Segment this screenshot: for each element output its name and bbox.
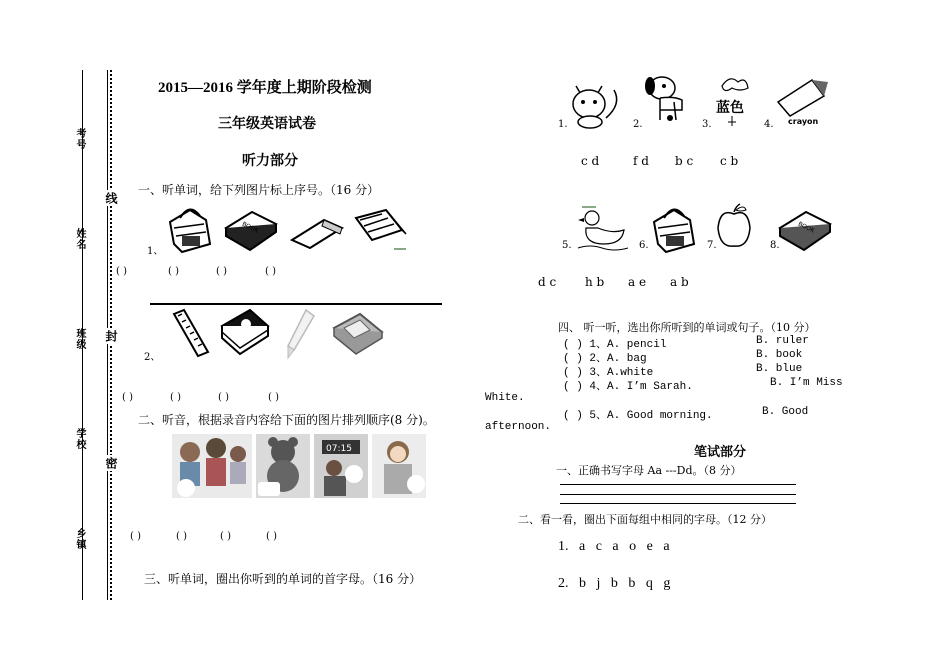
part2-question: 二、听音，根据录音内容给下面的图片排列顺序(8 分)。 xyxy=(138,413,435,427)
listening-heading: 听力部分 xyxy=(242,153,298,169)
row1-number: 1、 xyxy=(147,246,164,257)
part1-question: 一、听单词，给下列图片标上序号。（16 分） xyxy=(138,183,380,197)
clock-scene-icon xyxy=(314,434,368,498)
pencil-case-icon xyxy=(330,308,386,356)
seal-secret-char: 密 xyxy=(104,457,118,469)
choice-a-2[interactable]: f d xyxy=(633,154,649,168)
part4-item-5-b[interactable]: B. Good xyxy=(762,406,809,418)
pencil-box-icon xyxy=(216,306,272,358)
part3-label-2: 2. xyxy=(633,119,643,130)
choice-a-4[interactable]: c b xyxy=(720,154,739,168)
section-divider xyxy=(150,303,442,305)
schoolbag-icon xyxy=(160,204,216,254)
part2-blank-1[interactable]: ( ) xyxy=(130,531,141,542)
label-town: 乡镇 xyxy=(74,528,85,550)
choice-a-1[interactable]: c d xyxy=(581,154,600,168)
writing-line-2[interactable] xyxy=(560,494,796,495)
seal-line-char: 线 xyxy=(104,192,118,204)
part4-item-2-b[interactable]: B. book xyxy=(756,349,803,361)
row2-blank-2[interactable]: ( ) xyxy=(170,392,181,403)
part2-blank-4[interactable]: ( ) xyxy=(266,531,277,542)
row2-blank-4[interactable]: ( ) xyxy=(268,392,279,403)
exam-subtitle: 三年级英语试卷 xyxy=(218,116,316,132)
label-exam-no: 考号 xyxy=(74,128,85,150)
crayon-icon xyxy=(280,306,320,360)
part4-item-4-b[interactable]: B. I’m Miss xyxy=(770,377,843,389)
choice-b-2[interactable]: h b xyxy=(585,275,605,289)
crayon-picture xyxy=(772,72,832,128)
letters-row-2[interactable]: 2. b j b b q g xyxy=(558,576,671,591)
book-label: BOOK xyxy=(240,220,260,235)
part3-label-6: 6. xyxy=(639,240,649,251)
part4-item-5[interactable]: ( ) 5、A. Good morning. xyxy=(563,410,713,422)
label-name: 姓名 xyxy=(74,228,85,250)
label-class: 班级 xyxy=(74,328,85,350)
pencil-sharpener-icon xyxy=(352,204,410,252)
row1-blank-2[interactable]: ( ) xyxy=(168,266,179,277)
book-picture-label: BOOK xyxy=(796,220,816,235)
apple-icon xyxy=(714,202,754,252)
part3-label-7: 7. xyxy=(707,240,717,251)
writing-heading: 笔试部分 xyxy=(694,445,747,460)
row1-blank-3[interactable]: ( ) xyxy=(216,266,227,277)
part4-item-3-b[interactable]: B. blue xyxy=(756,363,803,375)
cat-icon xyxy=(566,74,624,130)
letters-row-1[interactable]: 1. a c a o e a xyxy=(558,539,670,554)
writing-line-1[interactable] xyxy=(560,484,796,485)
crayon-word: crayon xyxy=(788,117,819,126)
writing-q2: 二、看一看，圈出下面每组中相同的字母。（12 分） xyxy=(518,513,772,526)
row2-blank-3[interactable]: ( ) xyxy=(218,392,229,403)
choice-b-1[interactable]: d c xyxy=(538,275,557,289)
seal-seal-char: 封 xyxy=(104,330,118,342)
book-icon xyxy=(222,206,280,252)
part3-label-3: 3. xyxy=(702,119,712,130)
part3-label-8: 8. xyxy=(770,240,780,251)
part3-label-1: 1. xyxy=(558,119,568,130)
part3-label-5: 5. xyxy=(562,240,572,251)
part4-item-1-b[interactable]: B. ruler xyxy=(756,335,809,347)
part4-question: 四、 听一听，选出你所听到的单词或句子。（10 分） xyxy=(558,321,816,334)
part3-question: 三、听单词，圈出你听到的单词的首字母。（16 分） xyxy=(144,572,422,586)
eraser-icon xyxy=(288,214,346,252)
part4-item-3[interactable]: ( ) 3、A.white xyxy=(563,367,654,379)
row1-blank-1[interactable]: ( ) xyxy=(116,266,127,277)
part4-item-4-wrap: White. xyxy=(485,392,525,404)
writing-q1: 一、正确书写字母 Aa ---Dd。（8 分） xyxy=(556,464,742,477)
blue-word: 蓝色 xyxy=(716,100,744,116)
part4-item-1[interactable]: ( ) 1、A. pencil xyxy=(563,339,667,351)
part4-item-5-wrap: afternoon. xyxy=(485,421,552,433)
part2-blank-3[interactable]: ( ) xyxy=(220,531,231,542)
writing-line-3[interactable] xyxy=(560,503,796,504)
clock-time: 07:15 xyxy=(326,444,352,454)
exam-title: 2015—2016 学年度上期阶段检测 xyxy=(158,80,372,96)
row2-number: 2、 xyxy=(144,352,161,363)
part4-item-2[interactable]: ( ) 2、A. bag xyxy=(563,353,647,365)
teacher-icon xyxy=(372,434,426,498)
row2-blank-1[interactable]: ( ) xyxy=(122,392,133,403)
label-school: 学校 xyxy=(74,428,85,450)
book-picture xyxy=(776,206,834,252)
dog-icon xyxy=(640,70,690,128)
choice-a-3[interactable]: b c xyxy=(675,154,694,168)
ruler-icon xyxy=(168,306,212,360)
blue-color-icon xyxy=(712,72,756,128)
row1-blank-4[interactable]: ( ) xyxy=(265,266,276,277)
greeting-kids-icon xyxy=(172,434,252,498)
choice-b-3[interactable]: a e xyxy=(628,275,647,289)
part2-blank-2[interactable]: ( ) xyxy=(176,531,187,542)
part4-item-4[interactable]: ( ) 4、A. I’m Sarah. xyxy=(563,381,693,393)
bear-icon xyxy=(256,434,310,498)
choice-b-4[interactable]: a b xyxy=(670,275,689,289)
duck-icon xyxy=(576,204,632,252)
part3-label-4: 4. xyxy=(764,119,774,130)
bag-icon xyxy=(646,204,700,254)
